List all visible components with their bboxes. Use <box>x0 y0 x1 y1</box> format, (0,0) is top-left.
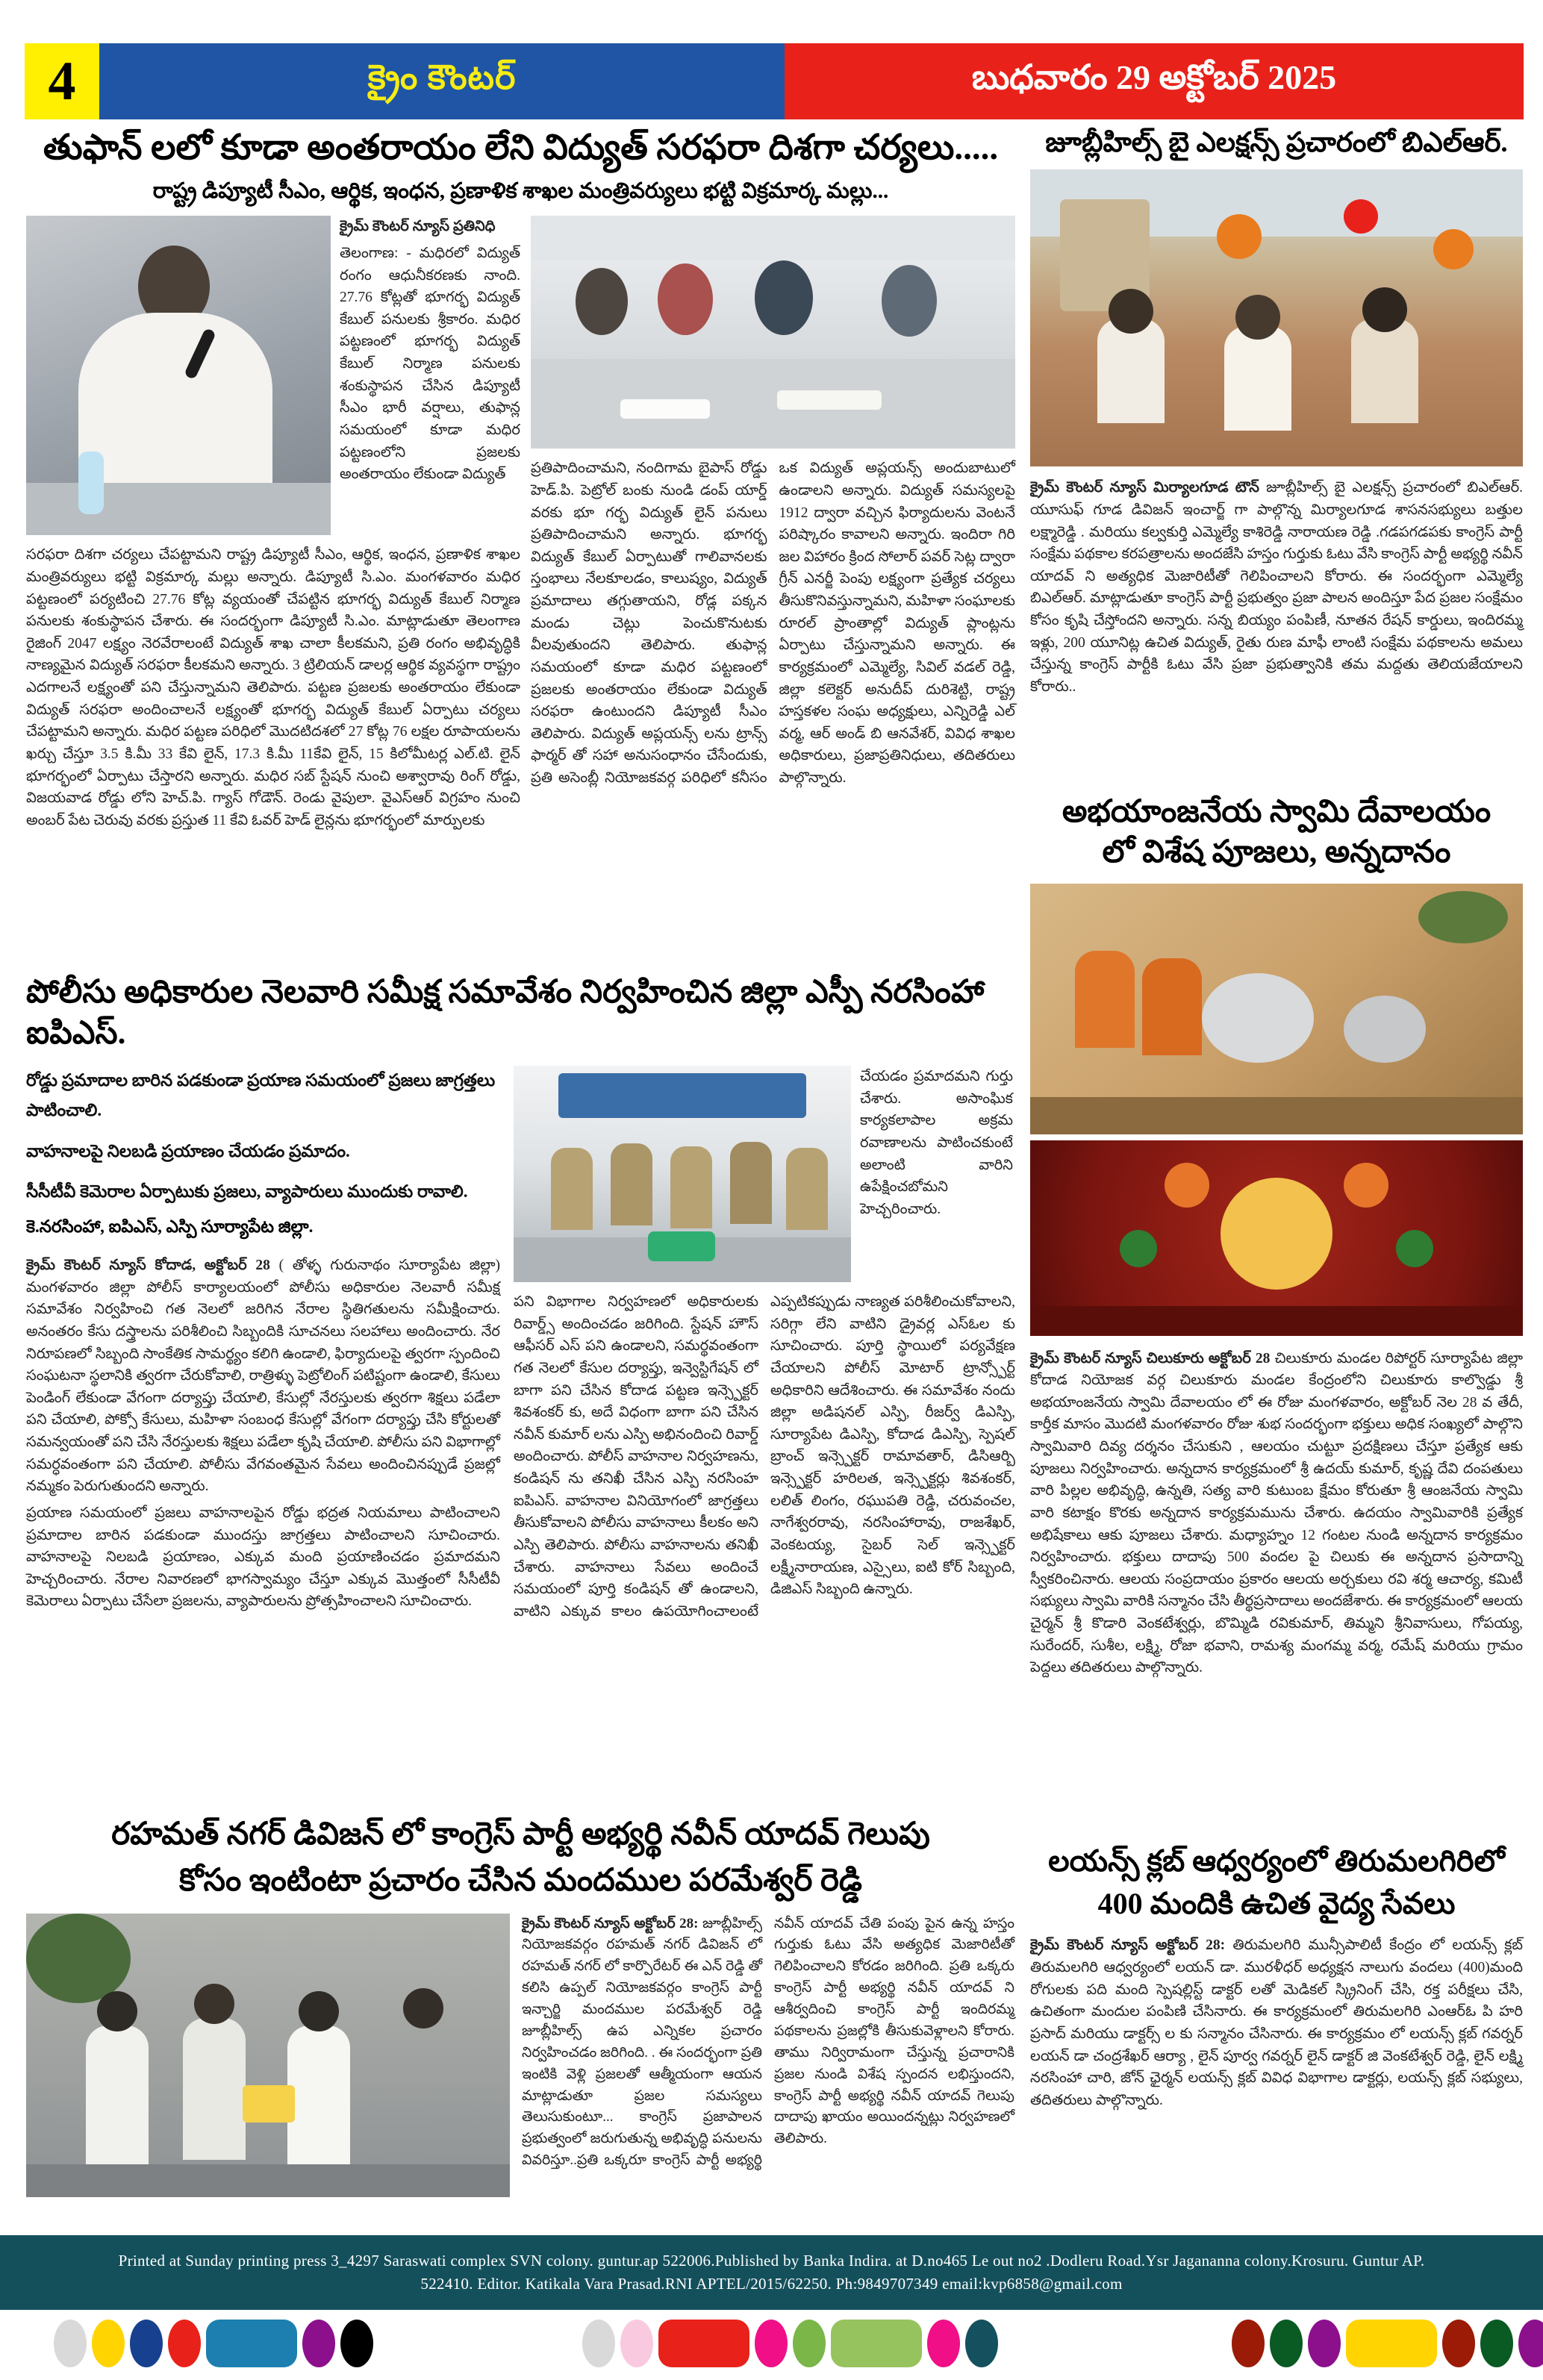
article-lions <box>1030 1842 1523 2116</box>
photo-person-white-2 <box>183 2018 246 2160</box>
article-campaign <box>26 1815 1015 2197</box>
page-header <box>25 43 1524 119</box>
article-power-top-row <box>26 216 520 535</box>
article-police-lead: క్రైమ్ కౌంటర్ న్యూస్ కోదాడ, అక్టోబర్ 28 <box>26 1258 270 1274</box>
photo-head-3 <box>1362 287 1407 332</box>
photo-officer-3 <box>670 1146 712 1228</box>
photo-head-2 <box>1235 295 1280 340</box>
article-police-headline: పోలీసు అధికారుల నెలవారి సమీక్ష సమావేశం నిర్వహించిన జిల్లా ఎస్పీ నరసింహా ఐపిఎస్. <box>26 975 985 1052</box>
article-power-subhead: రాష్ట్ర డిప్యూటీ సీఎం, ఆర్థిక, ఇంధన, ప్రణాళిక శాఖల మంత్రివర్యులు భట్టి విక్రమార్క మల్లు... <box>152 179 889 204</box>
photo-water-bottle <box>78 452 104 514</box>
article-blr <box>1030 125 1523 703</box>
color-dot <box>1442 2320 1475 2367</box>
article-power-intro-text: తెలంగాణ: - మధిరలో విద్యుత్ రంగం ఆధునీకరణకు నాంది. 27.76 కోట్లతో భూగర్భ విద్యుత్ కేబుల్ పనులకు శ్రీకారం. మధిర పట్టణంలో భూగర్భ విద్యుత్ కేబుల్ నిర్మాణ పనులకు శంకుస్థాపన చేసిన డిప్యూటీ సీఎం భారీ వర్షాలు, తుఫాన్ల సమయంలో కూడా మధిర పట్టణంలోని ప్రజలకు అంతరాయం లేకుండా విద్యుత్ <box>340 245 520 483</box>
article-temple-lead: క్రైమ్ కౌంటర్ న్యూస్ చిలుకూరు అక్టోబర్ 28 <box>1030 1350 1271 1367</box>
photo-papers-2 <box>777 390 882 410</box>
photo-officer-1 <box>551 1148 593 1230</box>
article-police-byline: కె.నరసింహా, ఐపిఎస్, ఎస్పి సూర్యాపేట జిల్లా. <box>26 1217 314 1237</box>
photo-priest-saffron-1 <box>1075 951 1135 1048</box>
article-lions-headline-line2: 400 మందికి ఉచిత వైద్య సేవలు <box>1097 1887 1456 1921</box>
article-lions-headline-line1: లయన్స్ క్లబ్ ఆధ్వర్యంలో తిరుమలగిరిలో <box>1048 1844 1505 1878</box>
article-power-headline: తుఫాన్ లలో కూడా అంతరాయం లేని విద్యుత్ సరఫరా దిశగా చర్యలు..... <box>43 128 999 167</box>
article-power-left-half <box>26 216 520 836</box>
deck-point-2: వాహనాలపై నిలబడి ప్రయాణం చేయడం ప్రమాదం. <box>26 1141 350 1161</box>
photo-steel-pot-1 <box>1202 973 1314 1063</box>
color-dot <box>965 2320 998 2367</box>
article-blr-headline: జూబ్లీహిల్స్ బై ఎలక్షన్స్ ప్రచారంలో బిఎల్ఆర్. <box>1045 128 1508 158</box>
photo-saffron-flag-2 <box>1433 229 1474 269</box>
color-dot <box>620 2320 653 2367</box>
photo-garland-leaves-2 <box>1396 1230 1433 1267</box>
article-power-left-text <box>26 544 520 831</box>
deck-point-3: సీసీటీవీ కెమెరాల ఏర్పాటుకు ప్రజలు, వ్యాపారులు ముందుకు రావాలి. <box>26 1181 468 1201</box>
article-police-paragraph-2: ప్రయాణ సమయంలో ప్రజలు వాహనాలపైన రోడ్డు భద్రత నియమాలు పాటించాలని ప్రమాదాల బారిన పడకుండా ముందస్తు జాగ్రత్తలు పాటించాలని సూచించారు. వాహనాలపై నిలబడి ప్రయాణం, ఎక్కువ మంది ప్రయాణించడం ప్రమాదమని హెచ్చరించారు. నేరాల నివారణలో భాగస్వామ్యం చేస్తూ ఎక్కువ మొత్తంలో సీసీటీవీ కెమెరాలు ఏర్పాటు చేసేలా ప్రజలను, వ్యాపారులను ప్రోత్సహించాలని సూచించారు. <box>26 1505 500 1610</box>
photo-review-meeting <box>531 216 1015 449</box>
article-police-deck <box>26 1066 500 1207</box>
article-power-right-paragraph: ప్రతిపాదించామని, నందిగామ బైపాస్ రోడ్డు హెడ్.పి. పెట్రోల్ బంకు నుండి డంప్ యార్డ్ వరకు భూ గర్భ విద్యుత్ లైన్ పనులు ప్రతిపాదించామని అన్నారు. భూగర్భ విద్యుత్ కేబుల్ ఏర్పాటుతో గాలివానలకు స్తంభాలు నేలకూలడం, కాలుష్యం, విద్యుత్ ప్రమాదాలు తగ్గుతాయని, రోడ్ల పక్కన మండు చెట్లు పెంచుకొనుటకు వీలవుతుందని తెలిపారు. తుఫాన్ల సమయంలో కూడా మధిర పట్టణంలో ప్రజలకు అంతరాయం లేకుండా విద్యుత్ సరఫరా ఉంటుందని డిప్యూటీ సీఎం తెలిపారు. విద్యుత్ అప్లయన్స్ లను ట్రాన్స్ ఫార్మర్ తో సహా అనుసంధానం చేసేందుకు, ప్రతి అసెంబ్లీ నియోజకవర్గ పరిధిలో కనీసం ఒక విద్యుత్ అప్లయన్స్ అందుబాటులో ఉండాలని అన్నారు. విద్యుత్ సమస్యలపై 1912 ద్వారా వచ్చిన ఫిర్యాదులను వెంటనే పరిష్కారం కావాలని అన్నారు. ఇందిరా గిరి జల విహారం క్రింద సోలార్ పవర్ సెట్ల ద్వారా గ్రీన్ ఎనర్జీ పెంపు లక్ష్యంగా ప్రత్యేక చర్యలు తీసుకొనివస్తున్నామని, మహిళా సంఘాలకు రూరల్ ప్రాంతాల్లో విద్యుత్ ప్లాంట్లను ఏర్పాటు చేస్తున్నామని అన్నారు. ఈ కార్యక్రమంలో ఎమ్మెల్యే, సివిల్ వడల్ రెడ్డి, జిల్లా కలెక్టర్ అనుదీప్ దురిశెట్టి, రాష్ట్ర హస్తకళల సంఘ అధ్యక్షులు, ఎన్నిరెడ్డి ఎల్ వర్మ, ఆర్ అండ్ బి ఆనవేశర్, వివిధ శాఖల అధికారులు, ప్రజాప్రతినిధులు, తదితరులు పాల్గొన్నారు. <box>531 460 1015 787</box>
article-police-side-text <box>860 1066 1013 1282</box>
color-dot <box>793 2320 826 2367</box>
deck-point-1: రోడ్డు ప్రమాదాల బారిన పడకుండా ప్రయాణ సమయంలో ప్రజలు జాగ్రత్తలు పాటించాలి. <box>26 1071 496 1120</box>
color-pill <box>1346 2320 1437 2367</box>
photo-head-1 <box>1109 289 1153 334</box>
photo-person-4 <box>882 265 937 337</box>
photo-person-1 <box>576 268 628 335</box>
photo-head-4 <box>403 1988 443 2028</box>
article-temple-headline-line1: అభయాంజనేయ స్వామి దేవాలయం <box>1062 795 1491 829</box>
article-lions-paragraph: తిరుమలగిరి మున్సీపాలిటీ కేంద్రం లో లయన్స్ క్లబ్ తిరుమలగిరి ఆధ్వర్యంలో లయన్ డా. మురళీధర్ అధ్యక్షన నాలుగు వందలు (400)మంది రోగులకు పది మంది స్పెషల్లిస్ట్ డాక్టర్ లతో మెడికల్ స్క్రినింగ్ చేసి, రక్త పరీక్షలు చేసి, ఉచితంగా మందుల పంపిణి చేసినారు. ఈ కార్యక్రమంలో తిరుమలగిరి ఎంఆర్ఓ పి హరి ప్రసాద్ మరియు డాక్టర్స్ ల కు సన్మానం చేసినారు. ఈ కార్యక్రమం లో లయన్స్ క్లబ్ గవర్నర్ లయన్ డా చంద్రశేఖర్ ఆర్యా , లైన్ పూర్వ గవర్నర్ లైన్ డాక్టర్ జి వెంకటేశ్వర్ రెడ్డి, లైన్ లక్ష్మి నరసింహా చారి, జోన్ ఛైర్మన్ లయన్స్ క్లబ్ వివిధ విభాగాల డాక్టర్లు, లయన్స్ క్లబ్ సభ్యులు, తదితరులు పాల్గొన్నారు. <box>1030 1937 1524 2108</box>
article-lions-lead: క్రైమ్ కౌంటర్ న్యూస్ అక్టోబర్ 28: <box>1030 1937 1226 1954</box>
photo-steel-pot-2 <box>1344 996 1426 1063</box>
photo-figure-body <box>78 313 272 507</box>
photo-police-review-meeting <box>514 1066 851 1282</box>
imprint-footer <box>0 2235 1543 2310</box>
photo-person-3 <box>755 260 813 335</box>
photo-blr-campaign-street <box>1030 169 1523 466</box>
photo-person-white-1 <box>86 2026 149 2167</box>
color-dot <box>1518 2320 1543 2367</box>
article-power-left-paragraph: సరఫరా దిశగా చర్యలు చేపట్టామని రాష్ట్ర డిప్యూటీ సీఎం, ఆర్థిక, ఇంధన, ప్రణాళిక శాఖల మంత్రివర్యులు భట్టి విక్రమార్క మల్లు అన్నారు. డిప్యూటీ సి.ఎం. మంగళవారం మధిర పట్టణంలో పర్యటించి 27.76 కోట్ల వ్యయంతో చేపట్టిన భూగర్భ విద్యుత్ కేబుల్ నిర్మాణ పనులకు శంకుస్థాపన చేశారు. ఈ సందర్భంగా డిప్యూటీ సి.ఎం. మాట్లాడుతూ తెలంగాణ రైజింగ్ 2047 లక్ష్యం నెరవేరాలంటే విద్యుత్ శాఖ చాలా కీలకమని, ప్రతి రంగం అభివృద్ధికి నాణ్యమైన విద్యుత్ సరఫరా కీలకమని అన్నారు. 3 ట్రిలియన్ డాలర్ల ఆర్థిక వ్యవస్థగా రాష్ట్రం ఎదగాలనే లక్ష్యంతో పని చేస్తున్నామని తెలిపారు. పట్టణ ప్రజలకు అంతరాయం లేకుండా విద్యుత్ సరఫరా అందించాలనే లక్ష్యంతో భూగర్భ విద్యుత్ కేబుల్ ఏర్పాటు చర్యలు చేపట్టామని అన్నారు. మధిర పట్టణ పరిధిలో మొదటిదశలో 27 కోట్ల 76 లక్షల రూపాయలను ఖర్చు చేస్తూ 3.5 కి.మీ 33 కేవి లైన్, 17.3 కి.మీ 11కేవి లైన్, 15 కిలోమీటర్ల ఎల్.టి. లైన్ భూగర్భంలో ఏర్పాటు చేస్తారని అన్నారు. మధిర సబ్ స్టేషన్ నుంచి అశ్వారావు రింగ్ రోడ్డు, విజయవాడ రోడ్డు లోని హెచ్.పి. గ్యాస్ గోడౌన్. రెండు వైపులా. వైఎస్ఆర్ విగ్రహం నుంచి అంబర్ పేట చెరువు వరకు ప్రస్తుత 11 కేవి ఓవర్ హెడ్ లైన్లను భూగర్భంలో మార్పులకు <box>26 547 520 828</box>
photo-person-white-4 <box>392 2022 455 2164</box>
photo-table <box>531 359 1015 449</box>
dot-group-1 <box>54 2320 373 2367</box>
article-police-paragraph-1: ( తోళ్ళ గురునాథం సూర్యాపేట జిల్లా) మంగళవారం జిల్లా పోలీస్ కార్యాలయంలో పోలీసు అధికారుల నెలవారీ సమీక్ష సమావేశం నిర్వహించి గత నెలలో జరిగిన నేరాల స్థితిగతులను సమీక్షించారు. అనంతరం కేసు దస్త్రాలను పరిశీలించి సిబ్బందికి సూచనలు సలహాలు అందించారు. నేర నిరూపణలో సిబ్బంది సాంకేతిక సామర్థ్యం కలిగి ఉండాలి, ఫిర్యాదులపై త్వరగా స్పందించి సంఘటనా స్థలానికి త్వరగా చేరుకోవాలి, రాత్రిళ్ళు పెట్రోలింగ్ పటిష్టంగా ఉండాలి, కేసులు పెండింగ్ లేకుండా వేగంగా దర్యాప్తు చేయాలి, కేసుల్లో నేరస్తులకు త్వరగా శిక్షలు పడేలా పని చేయాలి, పోక్సో కేసులు, మహిళా సంబంధ కేసుల్లో వేగంగా దర్యాప్తు చేసి కోర్టులతో సమన్వయంతో పని చేసి నేరస్తులకు శిక్షలు పడేలా కృషి చేయాలి. పోలీసు పని విభాగాల్లో సమర్ధవంతంగా పని చేయాలి. పోలీసు వేగవంతమైన సేవలు అందించినప్పుడే ప్రజల్లో నమ్మకం పెరుగుతుందని అన్నారు. <box>26 1258 500 1495</box>
article-blr-text <box>1030 477 1523 698</box>
photo-tree <box>26 1914 131 2003</box>
article-power-intro-column <box>340 216 520 535</box>
article-blr-lead: క్రైమ్ కౌంటర్ న్యూస్ మిర్యాలగూడ టౌన్ <box>1030 480 1259 496</box>
color-pill <box>658 2320 749 2367</box>
photo-papers-1 <box>620 399 710 419</box>
photo-door-to-door-campaign <box>26 1914 510 2197</box>
color-dot <box>302 2320 335 2367</box>
photo-priest-saffron-2 <box>1142 958 1202 1055</box>
color-dot <box>755 2320 788 2367</box>
photo-wall <box>531 216 1015 260</box>
article-temple-text <box>1030 1348 1523 1679</box>
article-police-right-block <box>514 1066 1015 1622</box>
photo-garland-leaves-1 <box>1120 1230 1157 1267</box>
photo-road <box>26 2164 510 2197</box>
photo-officer-5 <box>786 1148 828 1230</box>
article-power <box>26 125 1015 836</box>
photo-officer-2 <box>611 1143 652 1225</box>
article-police-body <box>26 1066 1015 1622</box>
article-campaign-text <box>522 1914 1014 2197</box>
photo-person-white-1 <box>1097 319 1165 423</box>
date-banner: బుధవారం 29 అక్టోబర్ 2025 <box>785 43 1524 119</box>
article-police-side-paragraph: చేయడం ప్రమాదమని గుర్తు చేశారు. అసాంఘిక కార్యకలాపాల అక్రమ రవాణాలను పాటించకుంటే అలాంటి వారిని ఉపేక్షించబోమని హెచ్చరించారు. <box>860 1069 1013 1217</box>
dot-group-2 <box>582 2320 998 2367</box>
photo-person-white-2 <box>1224 326 1291 431</box>
dot-group-3 <box>1232 2320 1543 2367</box>
photo-ground <box>1030 1097 1523 1134</box>
color-dot <box>1270 2320 1303 2367</box>
color-dot <box>92 2320 125 2367</box>
color-pill <box>206 2320 297 2367</box>
article-blr-paragraph: జూబ్లీహిల్స్ బై ఎలక్షన్స్ ప్రచారంలో బిఎల్ఆర్. యూసుఫ్ గూడ డివిజన్ ఇంచార్జ్ గా పాల్గొన్న మిర్యాలగూడ శాసనసభ్యులు బత్తుల లక్ష్మారెడ్డి . మరియు కల్వకుర్తి ఎమ్మెల్యే కాశిరెడ్డి నారాయణ రెడ్డి .గడపగడపకు కాంగ్రెస్ పార్టీ సంక్షేమ పథకాల కరపత్రాలను అందజేసి హస్తం గుర్తుకు ఓటు వేసి కాంగ్రెస్ పార్టీ అభ్యర్థి నవీన్ యాదవ్ ని అత్యధిక మెజారిటీతో గెలిపించాలని కోరారు. ఈ సందర్భంగా ఎమ్మెల్యే బిఎల్ఆర్. మాట్లాడుతూ కాంగ్రెస్ పార్టీ ప్రభుత్వం ప్రజా పాలన అందిస్తూ పేద ప్రజల సంక్షేమం కోసం కృషి చేస్తోందని అన్నారు. సన్న బియ్యం పంపిణీ, నూతన రేషన్ కార్డులు, ఇందిరమ్మ ఇళ్లు, 200 యూనిట్ల ఉచిత విద్యుత్, రైతు రుణ మాఫీ లాంటి సంక్షేమ పథకాలను అమలు చేస్తున్న కాంగ్రెస్ పార్టీకి ఓటు వేసి ప్రజా ప్రభుత్వానికి తమ మద్దతు తెలియజేయాలని కోరారు.. <box>1030 480 1524 695</box>
article-power-right-text <box>531 457 1015 791</box>
article-temple-headline-line2: లో విశేష పూజలు, అన్నదానం <box>1102 834 1451 869</box>
photo-person-white-3 <box>1351 319 1418 423</box>
photo-officer-4 <box>730 1142 772 1224</box>
article-police-left-column <box>26 1066 500 1622</box>
photo-garland-1 <box>1165 1163 1209 1208</box>
color-dot <box>582 2320 615 2367</box>
masthead-title: క్రైం కౌంటర్ <box>99 43 785 119</box>
photo-desk <box>26 483 331 535</box>
photo-deputy-cm-speaking <box>26 216 331 535</box>
photo-person-2 <box>658 263 713 335</box>
photo-banner <box>558 1073 806 1118</box>
color-dot <box>927 2320 960 2367</box>
color-pill <box>831 2320 922 2367</box>
article-police-bottom-paragraph: పని విభాగాల నిర్వహణలో అధికారులకు రివార్డ్స్ అందించడం జరిగింది. స్టేషన్ హౌస్ ఆఫీసర్ ఎస్ పని ఉండాలని, సమర్థవంతంగా గత నెలలో కేసుల దర్యాప్తు, ఇన్వెస్టిగేషన్ లో బాగా పని చేసిన కోదాడ పట్టణ ఇన్స్పెక్టర్ శివశంకర్ కు, అదే విధంగా బాగా పని చేసిన నవీన్ కుమార్ లను ఎస్పి అభినందించి రివార్డ్ అందించారు. పోలీస్ వాహనాల నిర్వహణను, కండిషన్ ను తనిఖీ చేసిన ఎస్పి నరసింహ ఐపిఎస్. వాహనాల వినియోగంలో జాగ్రత్తలు తీసుకోవాలని పోలీసు వాహనాలు కీలకం అని ఎస్పి తెలిపారు. పోలీసు వాహనాలను తనిఖీ చేశారు. వాహనాలు సేవలు అందించే సమయంలో పూర్తి కండిషన్ తో ఉండాలని, వాటిని ఎక్కువ కాలం ఉపయోగించాలంటే ఎప్పటికప్పుడు నాణ్యత పరిశీలించుకోవాలని, సరిగ్గా లేని వాటిని డ్రైవర్ల ఎస్ఓల కు సూచించారు. పూర్తి స్థాయిలో పర్యవేక్షణ చేయాలని పోలీస్ మోటార్ ట్రాన్స్పోర్ట్ అధికారిని ఆదేశించారు. ఈ సమావేశం నందు జిల్లా అడిషనల్ ఎస్పి, రీజర్వ్ డిఎస్పి, సూర్యాపేట డిఎస్పి, కోదాడ డిఎస్పి, స్పెషల్ బ్రాంచ్ ఇన్స్పెక్టర్ రామావతార్, డిసిఆర్బి ఇన్స్పెక్టర్ హరిలత, ఇన్స్పెక్టర్లు శివశంకర్, లలిత్ లింగం, రఘుపతి రెడ్డి, చరువంచల, నాగేశ్వరరావు, నరసింహారావు, రాజశేఖర్, వెంకటయ్య, సైబర్ సెల్ ఇన్స్పెక్టర్ లక్ష్మీనారాయణ, ఎస్సైలు, ఐటి కోర్ సిబ్బంది, డిజిఎస్ సిబ్బంది ఉన్నారు. <box>514 1294 1015 1620</box>
photo-decorated-deity <box>1030 1140 1523 1336</box>
photo-garland-2 <box>1344 1163 1388 1208</box>
color-dot <box>1232 2320 1265 2367</box>
photo-deity-face <box>1221 1178 1332 1290</box>
article-police <box>26 972 1015 1622</box>
article-campaign-lead: క్రైమ్ కౌంటర్ న్యూస్ అక్టోబర్ 28: <box>522 1915 699 1931</box>
photo-head-1 <box>97 1991 137 2031</box>
article-campaign-body <box>26 1914 1015 2197</box>
photo-saffron-flag-1 <box>1217 214 1262 259</box>
article-temple-paragraph: చిలుకూరు మండల రిపోర్టర్ సూర్యాపేట జిల్లా కోదాడ నియోజక వర్గ చిలుకూరు మండల కేంద్రంలోని చిలుకూరు కాల్వొడ్డు శ్రీ అభయాంజనేయ స్వామి దేవాలయం లో ఈ రోజు మంగళవారం, అక్టోబర్ నెల 28 వ తేదీ, కార్తీక మాసం మొదటి మంగళవారం రోజు శుభ సందర్భంగా భక్తులు అధిక సంఖ్యలో పాల్గొని స్వామివారి దివ్య దర్శనం చేసుకుని , ఆలయం చుట్టూ ప్రదక్షిణలు చేస్తూ ప్రత్యేక ఆకు పూజలు నిర్వహించారు. అన్నదాన కార్యక్రమంలో శ్రీ ఉదయ్ కుమార్, కృష్ణ దేవి దంపతులు వారి పిల్లల అభివృద్ధి, ఉన్నతి, సత్య వారి కుటుంబ క్షేమం కోరుతూ శ్రీ ఆంజనేయ స్వామి వారి కటాక్షం కొరకు అన్నదాన కార్యక్రమమును చేశారు. ఉదయం స్వామివారికి ప్రత్యేక అభిషేకాలు ఆకు పూజలు చేశారు. మధ్యాహ్నం 12 గంటల నుండి అన్నదాన కార్యక్రమం నిర్వహించారు. భక్తులు దాదాపు 500 వందల పై చిలుకు ఈ అన్నదాన ప్రసాదాన్ని స్వీకరించినారు. ఆలయ సంప్రదాయం ప్రకారం ఆలయ అర్చకులు రవి శర్మ ఆచార్య, కమిటీ సభ్యులు స్వామి వారికి సన్మానం చేసి తీర్థప్రసాదాలు అందజేశారు. ఈ కార్యక్రమంలో ఆలయ చైర్మన్ శ్రీ కొడారి వెంకటేశ్వర్లు, బొమ్మిడి రవికుమార్, తిమ్మని శ్రీనివాసులు, గోపయ్య, సురేందర్, సుశీల, లక్ష్మి, రోజా భవాని, రామశ్య మంగమ్మ వర్మ, రమేష్ మరియు గ్రామం పెద్దలు తదితరులు పాల్గొన్నారు. <box>1030 1350 1524 1676</box>
color-dot <box>130 2320 163 2367</box>
photo-head-3 <box>299 1991 339 2031</box>
photo-annadanam-cooking <box>1030 884 1523 1134</box>
article-power-right-half <box>531 216 1015 836</box>
color-dot <box>54 2320 87 2367</box>
imprint-line-1: Printed at Sunday printing press 3_4297 Saraswati complex SVN colony. guntur.ap 522006.Published by Banka Indira. at D.no465 Le out no2 .Dodleru Road.Ysr Jagananna colony.Krosuru. Guntur AP. <box>118 2252 1425 2270</box>
article-power-body <box>26 216 1015 836</box>
article-campaign-paragraph: జూబ్లీహిల్స్ నియోజకవర్గం రహమత్ నగర్ డివిజన్ లో రహమత్ నగర్ లో కార్పొరేటర్ ఈ ఎన్ రెడ్డి తో కలిసి ఉప్పల్ నియోజకవర్గం కాంగ్రెస్ పార్టీ ఇన్చార్జి మందముల పరమేశ్వర్ రెడ్డి జూబ్లీహిల్స్ ఉప ఎన్నికల ప్రచారం నిర్వహించడం జరిగింది. . ఈ సందర్భంగా ప్రతి ఇంటికి వెళ్లి ప్రజలతో ఆత్మీయంగా ఆయన మాట్లాడుతూ ప్రజల సమస్యలు తెలుసుకుంటూ... కాంగ్రెస్ ప్రజాపాలన ప్రభుత్వంలో జరుగుతున్న అభివృద్ధి పనులను వివరిస్తూ..ప్రతి ఒక్కరూ కాంగ్రెస్ పార్టీ అభ్యర్థి నవీన్ యాదవ్ చేతి పంపు పైన ఉన్న హస్తం గుర్తుకు ఓటు వేసి అత్యధిక మెజారిటీతో గెలిపించాలని కోరడం జరిగింది. ప్రతి ఒక్కరు కాంగ్రెస్ పార్టీ అభ్యర్థి నవీన్ యాదవ్ ని ఆశీర్వదించి కాంగ్రెస్ పార్టీ ఇందిరమ్మ పథకాలను ప్రజల్లోకి తీసుకువెళ్లాలని కోరారు. తాము నిర్విరామంగా చేస్తున్న ప్రచారానికి ప్రజల నుండి విశేష స్పందన లభిస్తుందని, కాంగ్రెస్ పార్టీ అభ్యర్థి నవీన్ యాదవ్ గెలుపు దాదాపు ఖాయం అయిందన్నట్లు నిర్వహణలో తెలిపారు. <box>522 1915 1014 2169</box>
article-police-bottom-text <box>514 1291 1015 1622</box>
article-campaign-headline-line1: రహమత్ నగర్ డివిజన్ లో కాంగ్రెస్ పార్టీ అభ్యర్థి నవీన్ యాదవ్ గెలుపు <box>111 1817 930 1852</box>
photo-head-2 <box>194 1984 234 2024</box>
article-police-paragraphs <box>26 1255 500 1613</box>
photo-files <box>648 1231 715 1261</box>
color-dot <box>168 2320 201 2367</box>
page-number: 4 <box>25 43 99 119</box>
photo-foliage <box>1418 891 1508 943</box>
photo-pamphlet <box>243 2085 295 2123</box>
article-police-photo-row <box>514 1066 1015 1282</box>
color-dot <box>340 2320 373 2367</box>
color-dot <box>1480 2320 1513 2367</box>
imprint-line-2: 522410. Editor. Katikala Vara Prasad.RNI APTEL/2015/62250. Ph:9849707349 email:kvp6858@gmail.com <box>420 2275 1123 2293</box>
color-dots-strip <box>0 2320 1543 2372</box>
article-campaign-headline-line2: కోసం ఇంటింటా ప్రచారం చేసిన మందముల పరమేశ్వర్ రెడ్డి <box>179 1863 862 1898</box>
photo-person-white-3 <box>287 2026 350 2167</box>
article-temple <box>1030 793 1523 1684</box>
color-dot <box>1308 2320 1341 2367</box>
photo-altar <box>1030 1306 1523 1336</box>
article-lions-text <box>1030 1934 1523 2111</box>
article-power-intro-lead: క్రైమ్ కౌంటర్ న్యూస్ ప్రతినిధి <box>340 219 496 235</box>
